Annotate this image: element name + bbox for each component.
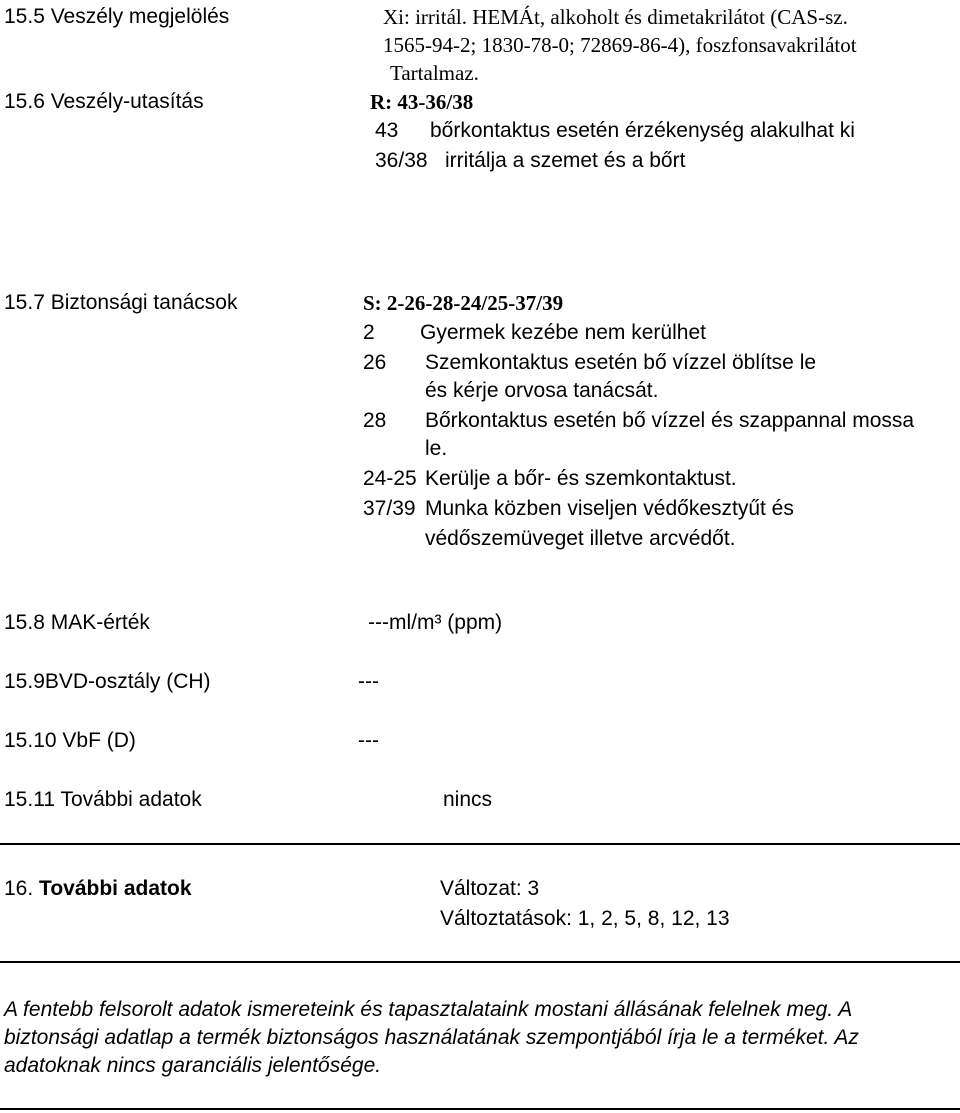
changes: Változtatások: 1, 2, 5, 8, 12, 13 [440, 907, 730, 930]
risk-text: bőrkontaktus esetén érzékenység alakulhat ki [430, 119, 855, 142]
divider [0, 843, 960, 845]
risk-code: 36/38 [375, 149, 428, 172]
section-15-11-label: 15.11 További adatok [4, 788, 202, 811]
version: Változat: 3 [440, 877, 540, 900]
section-16-number: 16. [4, 877, 34, 900]
section-16-heading [4, 876, 192, 902]
divider [0, 961, 960, 963]
risk-text: irritálja a szemet és a bőrt [445, 149, 686, 172]
hazard-designation-line-1: Xi: irritál. HEMÁt, alkoholt és dimetakrilátot (CAS-sz. [383, 5, 848, 29]
safety-text: Szemkontaktus esetén bő vízzel öblítse le [425, 351, 817, 374]
section-15-8-label: 15.8 MAK-érték [4, 611, 150, 634]
safety-text: Munka közben viseljen védőkesztyűt és [425, 497, 794, 520]
hazard-designation-line-2: 1565-94-2; 1830-78-0; 72869-86-4), foszfonsavakrilátot [383, 33, 857, 57]
safety-text: Bőrkontaktus esetén bő vízzel és szappannal mossa [425, 409, 915, 432]
divider [0, 1108, 960, 1110]
disclaimer-line-3: adatoknak nincs garanciális jelentősége. [4, 1054, 382, 1077]
further-data-value: nincs [443, 788, 493, 811]
risk-code: 43 [375, 119, 399, 142]
safety-text: és kérje orvosa tanácsát. [425, 379, 659, 402]
section-15-6-label: 15.6 Veszély-utasítás [4, 90, 204, 113]
vbf-value: --- [358, 729, 379, 752]
safety-code: 26 [363, 351, 387, 374]
safety-text: le. [425, 437, 448, 460]
bvd-value: --- [358, 670, 379, 693]
safety-code: 37/39 [363, 497, 416, 520]
section-15-9-label: 15.9BVD-osztály (CH) [4, 670, 211, 693]
safety-text: védőszemüveget illetve arcvédőt. [425, 527, 736, 550]
section-15-7-label: 15.7 Biztonsági tanácsok [4, 291, 238, 314]
section-16-title: További adatok [39, 877, 192, 900]
mak-value: ---ml/m³ (ppm) [368, 611, 503, 634]
safety-code: 28 [363, 409, 387, 432]
disclaimer-line-1: A fentebb felsorolt adatok ismereteink és tapasztalataink mostani állásának felelnek meg. A [4, 998, 853, 1021]
safety-text: Gyermek kezébe nem kerülhet [420, 321, 706, 344]
safety-code: 2 [363, 321, 375, 344]
risk-phrases-heading: R: 43-36/38 [370, 90, 474, 114]
section-15-5-label: 15.5 Veszély megjelölés [4, 5, 230, 28]
safety-phrases-heading: S: 2-26-28-24/25-37/39 [363, 291, 564, 315]
section-15-10-label: 15.10 VbF (D) [4, 729, 136, 752]
safety-code: 24-25 [363, 467, 417, 490]
hazard-designation-line-3: Tartalmaz. [390, 61, 479, 85]
safety-text: Kerülje a bőr- és szemkontaktust. [425, 467, 737, 490]
disclaimer-line-2: biztonsági adatlap a termék biztonságos használatának szempontjából írja le a terméket. Az [4, 1026, 859, 1049]
